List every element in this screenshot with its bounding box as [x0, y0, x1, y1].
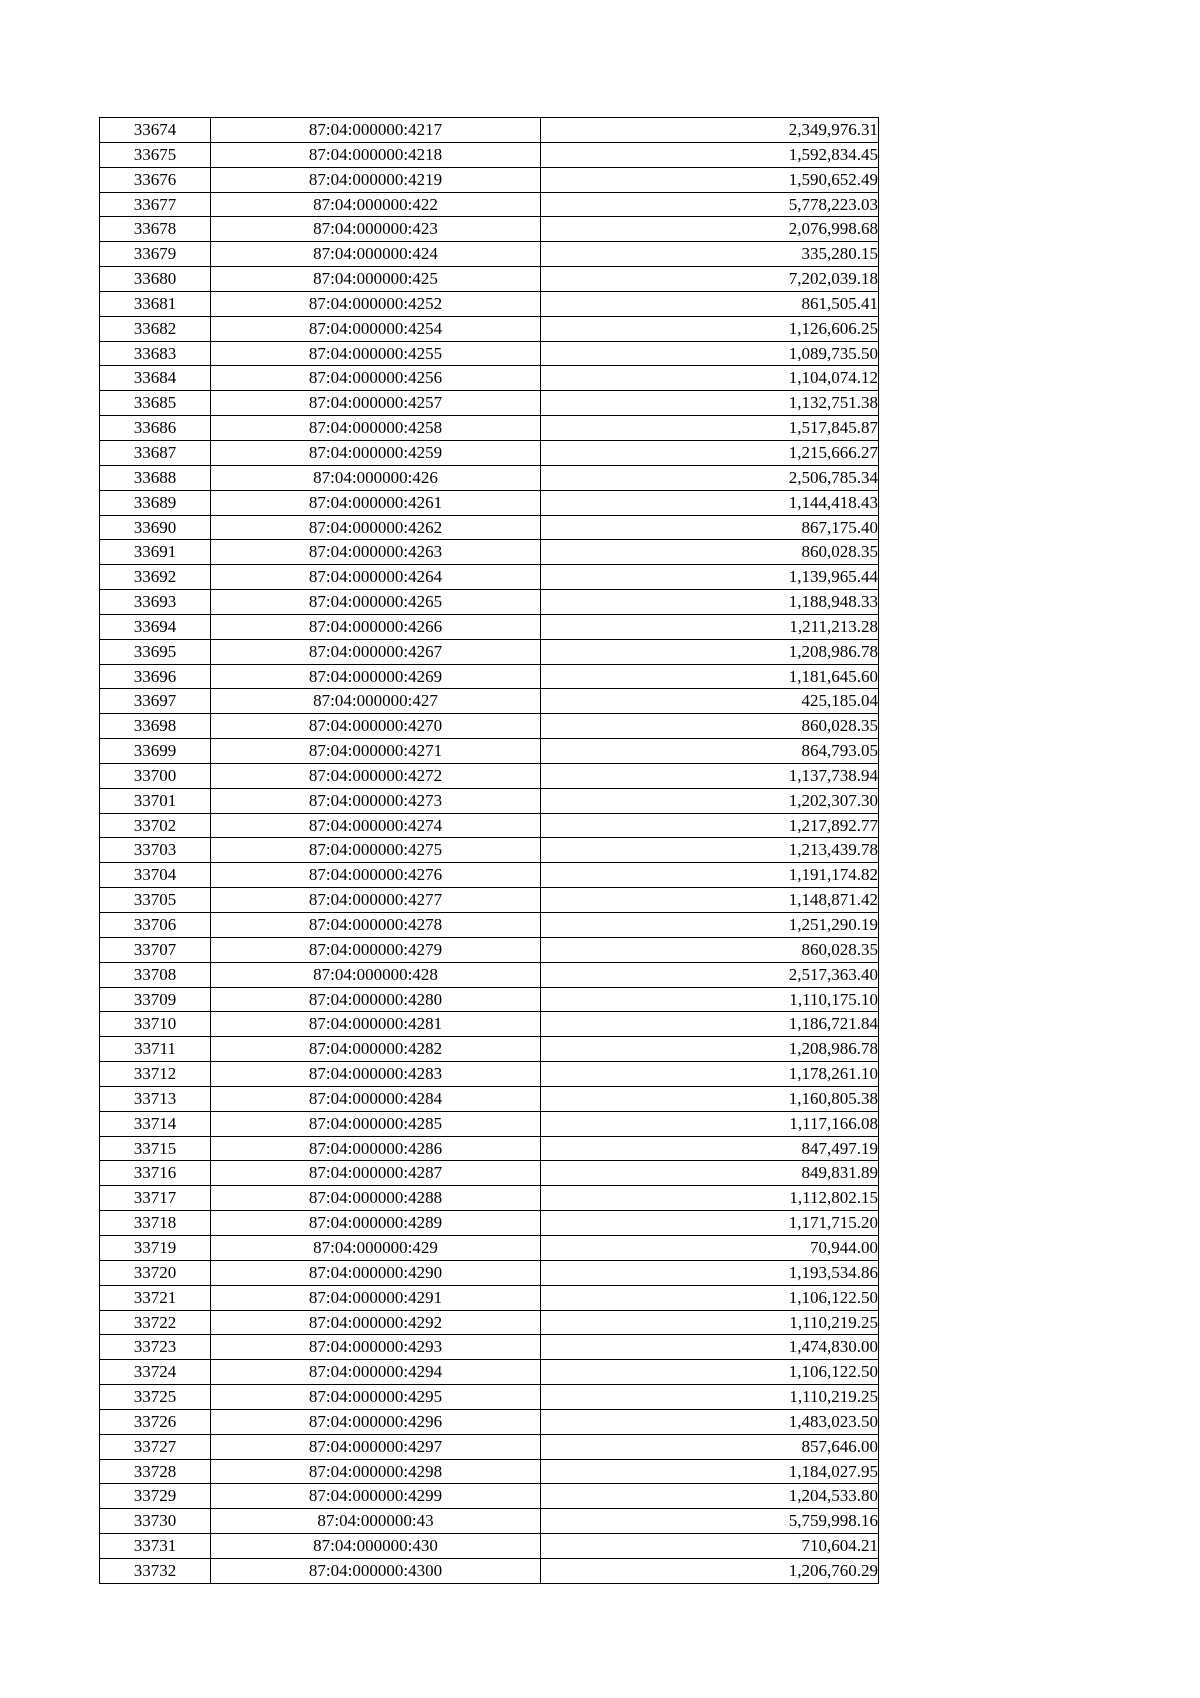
cadastral-number-cell: 87:04:000000:422 [211, 192, 541, 217]
cadastral-number-cell: 87:04:000000:4284 [211, 1086, 541, 1111]
cadastral-number-cell: 87:04:000000:426 [211, 465, 541, 490]
row-number-cell: 33703 [100, 838, 211, 863]
cadastral-number-cell: 87:04:000000:429 [211, 1235, 541, 1260]
table-row [100, 366, 879, 391]
cadastral-number-cell: 87:04:000000:4219 [211, 167, 541, 192]
cadastral-number-cell: 87:04:000000:4279 [211, 937, 541, 962]
value-cell: 1,186,721.84 [541, 1012, 879, 1037]
row-number-cell: 33683 [100, 341, 211, 366]
value-cell: 1,590,652.49 [541, 167, 879, 192]
value-cell: 1,132,751.38 [541, 391, 879, 416]
table-row [100, 937, 879, 962]
table-row [100, 888, 879, 913]
value-cell: 1,592,834.45 [541, 142, 879, 167]
row-number-cell: 33676 [100, 167, 211, 192]
value-cell: 1,193,534.86 [541, 1260, 879, 1285]
value-cell: 1,251,290.19 [541, 913, 879, 938]
row-number-cell: 33711 [100, 1037, 211, 1062]
value-cell: 1,117,166.08 [541, 1111, 879, 1136]
row-number-cell: 33684 [100, 366, 211, 391]
table-row [100, 863, 879, 888]
table-row [100, 1509, 879, 1534]
value-cell: 1,106,122.50 [541, 1285, 879, 1310]
value-cell: 7,202,039.18 [541, 267, 879, 292]
value-cell: 2,349,976.31 [541, 118, 879, 143]
row-number-cell: 33700 [100, 763, 211, 788]
value-cell: 1,517,845.87 [541, 416, 879, 441]
row-number-cell: 33675 [100, 142, 211, 167]
cadastral-number-cell: 87:04:000000:4273 [211, 788, 541, 813]
value-cell: 1,211,213.28 [541, 614, 879, 639]
table-row [100, 1558, 879, 1583]
value-cell: 2,517,363.40 [541, 962, 879, 987]
row-number-cell: 33715 [100, 1136, 211, 1161]
table-row [100, 1186, 879, 1211]
cadastral-number-cell: 87:04:000000:4272 [211, 763, 541, 788]
cadastral-number-cell: 87:04:000000:425 [211, 267, 541, 292]
cadastral-number-cell: 87:04:000000:4262 [211, 515, 541, 540]
cadastral-number-cell: 87:04:000000:424 [211, 242, 541, 267]
value-cell: 861,505.41 [541, 291, 879, 316]
cadastral-value-table [99, 117, 879, 1584]
table-row [100, 192, 879, 217]
value-cell: 1,217,892.77 [541, 813, 879, 838]
table-row [100, 291, 879, 316]
value-cell: 1,188,948.33 [541, 590, 879, 615]
value-cell: 1,213,439.78 [541, 838, 879, 863]
value-cell: 1,191,174.82 [541, 863, 879, 888]
table-row [100, 763, 879, 788]
row-number-cell: 33691 [100, 540, 211, 565]
row-number-cell: 33730 [100, 1509, 211, 1534]
row-number-cell: 33721 [100, 1285, 211, 1310]
value-cell: 1,104,074.12 [541, 366, 879, 391]
table-row [100, 440, 879, 465]
table-row [100, 664, 879, 689]
value-cell: 847,497.19 [541, 1136, 879, 1161]
table-row [100, 1434, 879, 1459]
row-number-cell: 33708 [100, 962, 211, 987]
value-cell: 710,604.21 [541, 1534, 879, 1559]
value-cell: 1,208,986.78 [541, 639, 879, 664]
row-number-cell: 33694 [100, 614, 211, 639]
row-number-cell: 33726 [100, 1409, 211, 1434]
value-cell: 1,144,418.43 [541, 490, 879, 515]
row-number-cell: 33677 [100, 192, 211, 217]
value-cell: 5,778,223.03 [541, 192, 879, 217]
table-row [100, 1260, 879, 1285]
table-row [100, 913, 879, 938]
value-cell: 2,076,998.68 [541, 217, 879, 242]
cadastral-number-cell: 87:04:000000:4275 [211, 838, 541, 863]
value-cell: 857,646.00 [541, 1434, 879, 1459]
row-number-cell: 33728 [100, 1459, 211, 1484]
row-number-cell: 33690 [100, 515, 211, 540]
row-number-cell: 33680 [100, 267, 211, 292]
cadastral-number-cell: 87:04:000000:4266 [211, 614, 541, 639]
value-cell: 1,474,830.00 [541, 1335, 879, 1360]
table-row [100, 167, 879, 192]
value-cell: 1,089,735.50 [541, 341, 879, 366]
cadastral-number-cell: 87:04:000000:4291 [211, 1285, 541, 1310]
row-number-cell: 33685 [100, 391, 211, 416]
table-row [100, 689, 879, 714]
value-cell: 425,185.04 [541, 689, 879, 714]
row-number-cell: 33706 [100, 913, 211, 938]
cadastral-number-cell: 87:04:000000:4283 [211, 1062, 541, 1087]
table-row [100, 465, 879, 490]
row-number-cell: 33682 [100, 316, 211, 341]
cadastral-number-cell: 87:04:000000:4277 [211, 888, 541, 913]
cadastral-number-cell: 87:04:000000:43 [211, 1509, 541, 1534]
table-row [100, 142, 879, 167]
value-cell: 70,944.00 [541, 1235, 879, 1260]
row-number-cell: 33696 [100, 664, 211, 689]
row-number-cell: 33727 [100, 1434, 211, 1459]
cadastral-number-cell: 87:04:000000:4296 [211, 1409, 541, 1434]
value-cell: 849,831.89 [541, 1161, 879, 1186]
row-number-cell: 33688 [100, 465, 211, 490]
row-number-cell: 33731 [100, 1534, 211, 1559]
table-row [100, 590, 879, 615]
row-number-cell: 33724 [100, 1360, 211, 1385]
cadastral-number-cell: 87:04:000000:4257 [211, 391, 541, 416]
table-row [100, 614, 879, 639]
row-number-cell: 33725 [100, 1385, 211, 1410]
row-number-cell: 33679 [100, 242, 211, 267]
table-row [100, 1211, 879, 1236]
table-row [100, 1360, 879, 1385]
cadastral-number-cell: 87:04:000000:4265 [211, 590, 541, 615]
table-row [100, 316, 879, 341]
value-cell: 1,139,965.44 [541, 565, 879, 590]
cadastral-number-cell: 87:04:000000:4258 [211, 416, 541, 441]
value-cell: 1,110,219.25 [541, 1310, 879, 1335]
table-row [100, 1459, 879, 1484]
cadastral-number-cell: 87:04:000000:4271 [211, 739, 541, 764]
value-cell: 1,178,261.10 [541, 1062, 879, 1087]
cadastral-number-cell: 87:04:000000:4298 [211, 1459, 541, 1484]
cadastral-number-cell: 87:04:000000:4256 [211, 366, 541, 391]
cadastral-number-cell: 87:04:000000:4218 [211, 142, 541, 167]
row-number-cell: 33693 [100, 590, 211, 615]
cadastral-number-cell: 87:04:000000:4287 [211, 1161, 541, 1186]
table-row [100, 490, 879, 515]
value-cell: 864,793.05 [541, 739, 879, 764]
row-number-cell: 33709 [100, 987, 211, 1012]
cadastral-number-cell: 87:04:000000:4285 [211, 1111, 541, 1136]
table-row [100, 1161, 879, 1186]
table-row [100, 813, 879, 838]
cadastral-number-cell: 87:04:000000:4276 [211, 863, 541, 888]
table-row [100, 1335, 879, 1360]
cadastral-number-cell: 87:04:000000:4270 [211, 714, 541, 739]
row-number-cell: 33695 [100, 639, 211, 664]
table-row [100, 1534, 879, 1559]
table-row [100, 341, 879, 366]
row-number-cell: 33712 [100, 1062, 211, 1087]
row-number-cell: 33719 [100, 1235, 211, 1260]
value-cell: 1,112,802.15 [541, 1186, 879, 1211]
value-cell: 1,204,533.80 [541, 1484, 879, 1509]
table-row [100, 1385, 879, 1410]
table-row [100, 838, 879, 863]
value-cell: 1,483,023.50 [541, 1409, 879, 1434]
value-cell: 1,126,606.25 [541, 316, 879, 341]
table-row [100, 1136, 879, 1161]
cadastral-number-cell: 87:04:000000:4261 [211, 490, 541, 515]
table-row [100, 391, 879, 416]
cadastral-number-cell: 87:04:000000:4263 [211, 540, 541, 565]
cadastral-number-cell: 87:04:000000:430 [211, 1534, 541, 1559]
table-row [100, 1037, 879, 1062]
row-number-cell: 33702 [100, 813, 211, 838]
cadastral-number-cell: 87:04:000000:4294 [211, 1360, 541, 1385]
table-row [100, 540, 879, 565]
value-cell: 860,028.35 [541, 714, 879, 739]
value-cell: 1,208,986.78 [541, 1037, 879, 1062]
table-row [100, 1235, 879, 1260]
cadastral-number-cell: 87:04:000000:4254 [211, 316, 541, 341]
cadastral-number-cell: 87:04:000000:4286 [211, 1136, 541, 1161]
table-row [100, 714, 879, 739]
cadastral-number-cell: 87:04:000000:4217 [211, 118, 541, 143]
cadastral-number-cell: 87:04:000000:4252 [211, 291, 541, 316]
row-number-cell: 33692 [100, 565, 211, 590]
row-number-cell: 33697 [100, 689, 211, 714]
table-row [100, 1310, 879, 1335]
table-row [100, 962, 879, 987]
table-body [100, 118, 879, 1584]
row-number-cell: 33689 [100, 490, 211, 515]
table-row [100, 987, 879, 1012]
table-row [100, 217, 879, 242]
table-row [100, 515, 879, 540]
cadastral-number-cell: 87:04:000000:4274 [211, 813, 541, 838]
row-number-cell: 33713 [100, 1086, 211, 1111]
value-cell: 1,184,027.95 [541, 1459, 879, 1484]
value-cell: 335,280.15 [541, 242, 879, 267]
table-row [100, 267, 879, 292]
cadastral-number-cell: 87:04:000000:4267 [211, 639, 541, 664]
row-number-cell: 33723 [100, 1335, 211, 1360]
row-number-cell: 33710 [100, 1012, 211, 1037]
value-cell: 860,028.35 [541, 540, 879, 565]
table-row [100, 242, 879, 267]
table-row [100, 118, 879, 143]
row-number-cell: 33681 [100, 291, 211, 316]
cadastral-number-cell: 87:04:000000:4293 [211, 1335, 541, 1360]
table-row [100, 1484, 879, 1509]
row-number-cell: 33714 [100, 1111, 211, 1136]
table-row [100, 416, 879, 441]
row-number-cell: 33678 [100, 217, 211, 242]
value-cell: 5,759,998.16 [541, 1509, 879, 1534]
value-cell: 1,206,760.29 [541, 1558, 879, 1583]
cadastral-number-cell: 87:04:000000:4295 [211, 1385, 541, 1410]
cadastral-number-cell: 87:04:000000:4282 [211, 1037, 541, 1062]
cadastral-number-cell: 87:04:000000:4299 [211, 1484, 541, 1509]
value-cell: 2,506,785.34 [541, 465, 879, 490]
row-number-cell: 33686 [100, 416, 211, 441]
row-number-cell: 33722 [100, 1310, 211, 1335]
row-number-cell: 33732 [100, 1558, 211, 1583]
cadastral-number-cell: 87:04:000000:423 [211, 217, 541, 242]
row-number-cell: 33701 [100, 788, 211, 813]
cadastral-number-cell: 87:04:000000:4264 [211, 565, 541, 590]
row-number-cell: 33674 [100, 118, 211, 143]
table-row [100, 1062, 879, 1087]
cadastral-number-cell: 87:04:000000:4269 [211, 664, 541, 689]
row-number-cell: 33699 [100, 739, 211, 764]
value-cell: 1,160,805.38 [541, 1086, 879, 1111]
cadastral-number-cell: 87:04:000000:4280 [211, 987, 541, 1012]
cadastral-number-cell: 87:04:000000:4297 [211, 1434, 541, 1459]
cadastral-number-cell: 87:04:000000:428 [211, 962, 541, 987]
cadastral-number-cell: 87:04:000000:4288 [211, 1186, 541, 1211]
table-row [100, 1086, 879, 1111]
cadastral-number-cell: 87:04:000000:4292 [211, 1310, 541, 1335]
cadastral-number-cell: 87:04:000000:4278 [211, 913, 541, 938]
row-number-cell: 33718 [100, 1211, 211, 1236]
cadastral-number-cell: 87:04:000000:4290 [211, 1260, 541, 1285]
value-cell: 1,137,738.94 [541, 763, 879, 788]
row-number-cell: 33729 [100, 1484, 211, 1509]
table-row [100, 639, 879, 664]
row-number-cell: 33707 [100, 937, 211, 962]
value-cell: 1,171,715.20 [541, 1211, 879, 1236]
cadastral-number-cell: 87:04:000000:427 [211, 689, 541, 714]
value-cell: 1,106,122.50 [541, 1360, 879, 1385]
value-cell: 1,148,871.42 [541, 888, 879, 913]
value-cell: 1,110,175.10 [541, 987, 879, 1012]
value-cell: 1,110,219.25 [541, 1385, 879, 1410]
row-number-cell: 33704 [100, 863, 211, 888]
row-number-cell: 33687 [100, 440, 211, 465]
table-row [100, 565, 879, 590]
row-number-cell: 33716 [100, 1161, 211, 1186]
cadastral-number-cell: 87:04:000000:4259 [211, 440, 541, 465]
cadastral-number-cell: 87:04:000000:4300 [211, 1558, 541, 1583]
row-number-cell: 33720 [100, 1260, 211, 1285]
value-cell: 1,181,645.60 [541, 664, 879, 689]
value-cell: 1,202,307.30 [541, 788, 879, 813]
value-cell: 867,175.40 [541, 515, 879, 540]
value-cell: 1,215,666.27 [541, 440, 879, 465]
cadastral-number-cell: 87:04:000000:4255 [211, 341, 541, 366]
table-row [100, 1285, 879, 1310]
row-number-cell: 33717 [100, 1186, 211, 1211]
table-row [100, 1409, 879, 1434]
table-row [100, 1012, 879, 1037]
table-row [100, 788, 879, 813]
row-number-cell: 33698 [100, 714, 211, 739]
table-row [100, 739, 879, 764]
value-cell: 860,028.35 [541, 937, 879, 962]
cadastral-number-cell: 87:04:000000:4281 [211, 1012, 541, 1037]
row-number-cell: 33705 [100, 888, 211, 913]
cadastral-number-cell: 87:04:000000:4289 [211, 1211, 541, 1236]
table-row [100, 1111, 879, 1136]
